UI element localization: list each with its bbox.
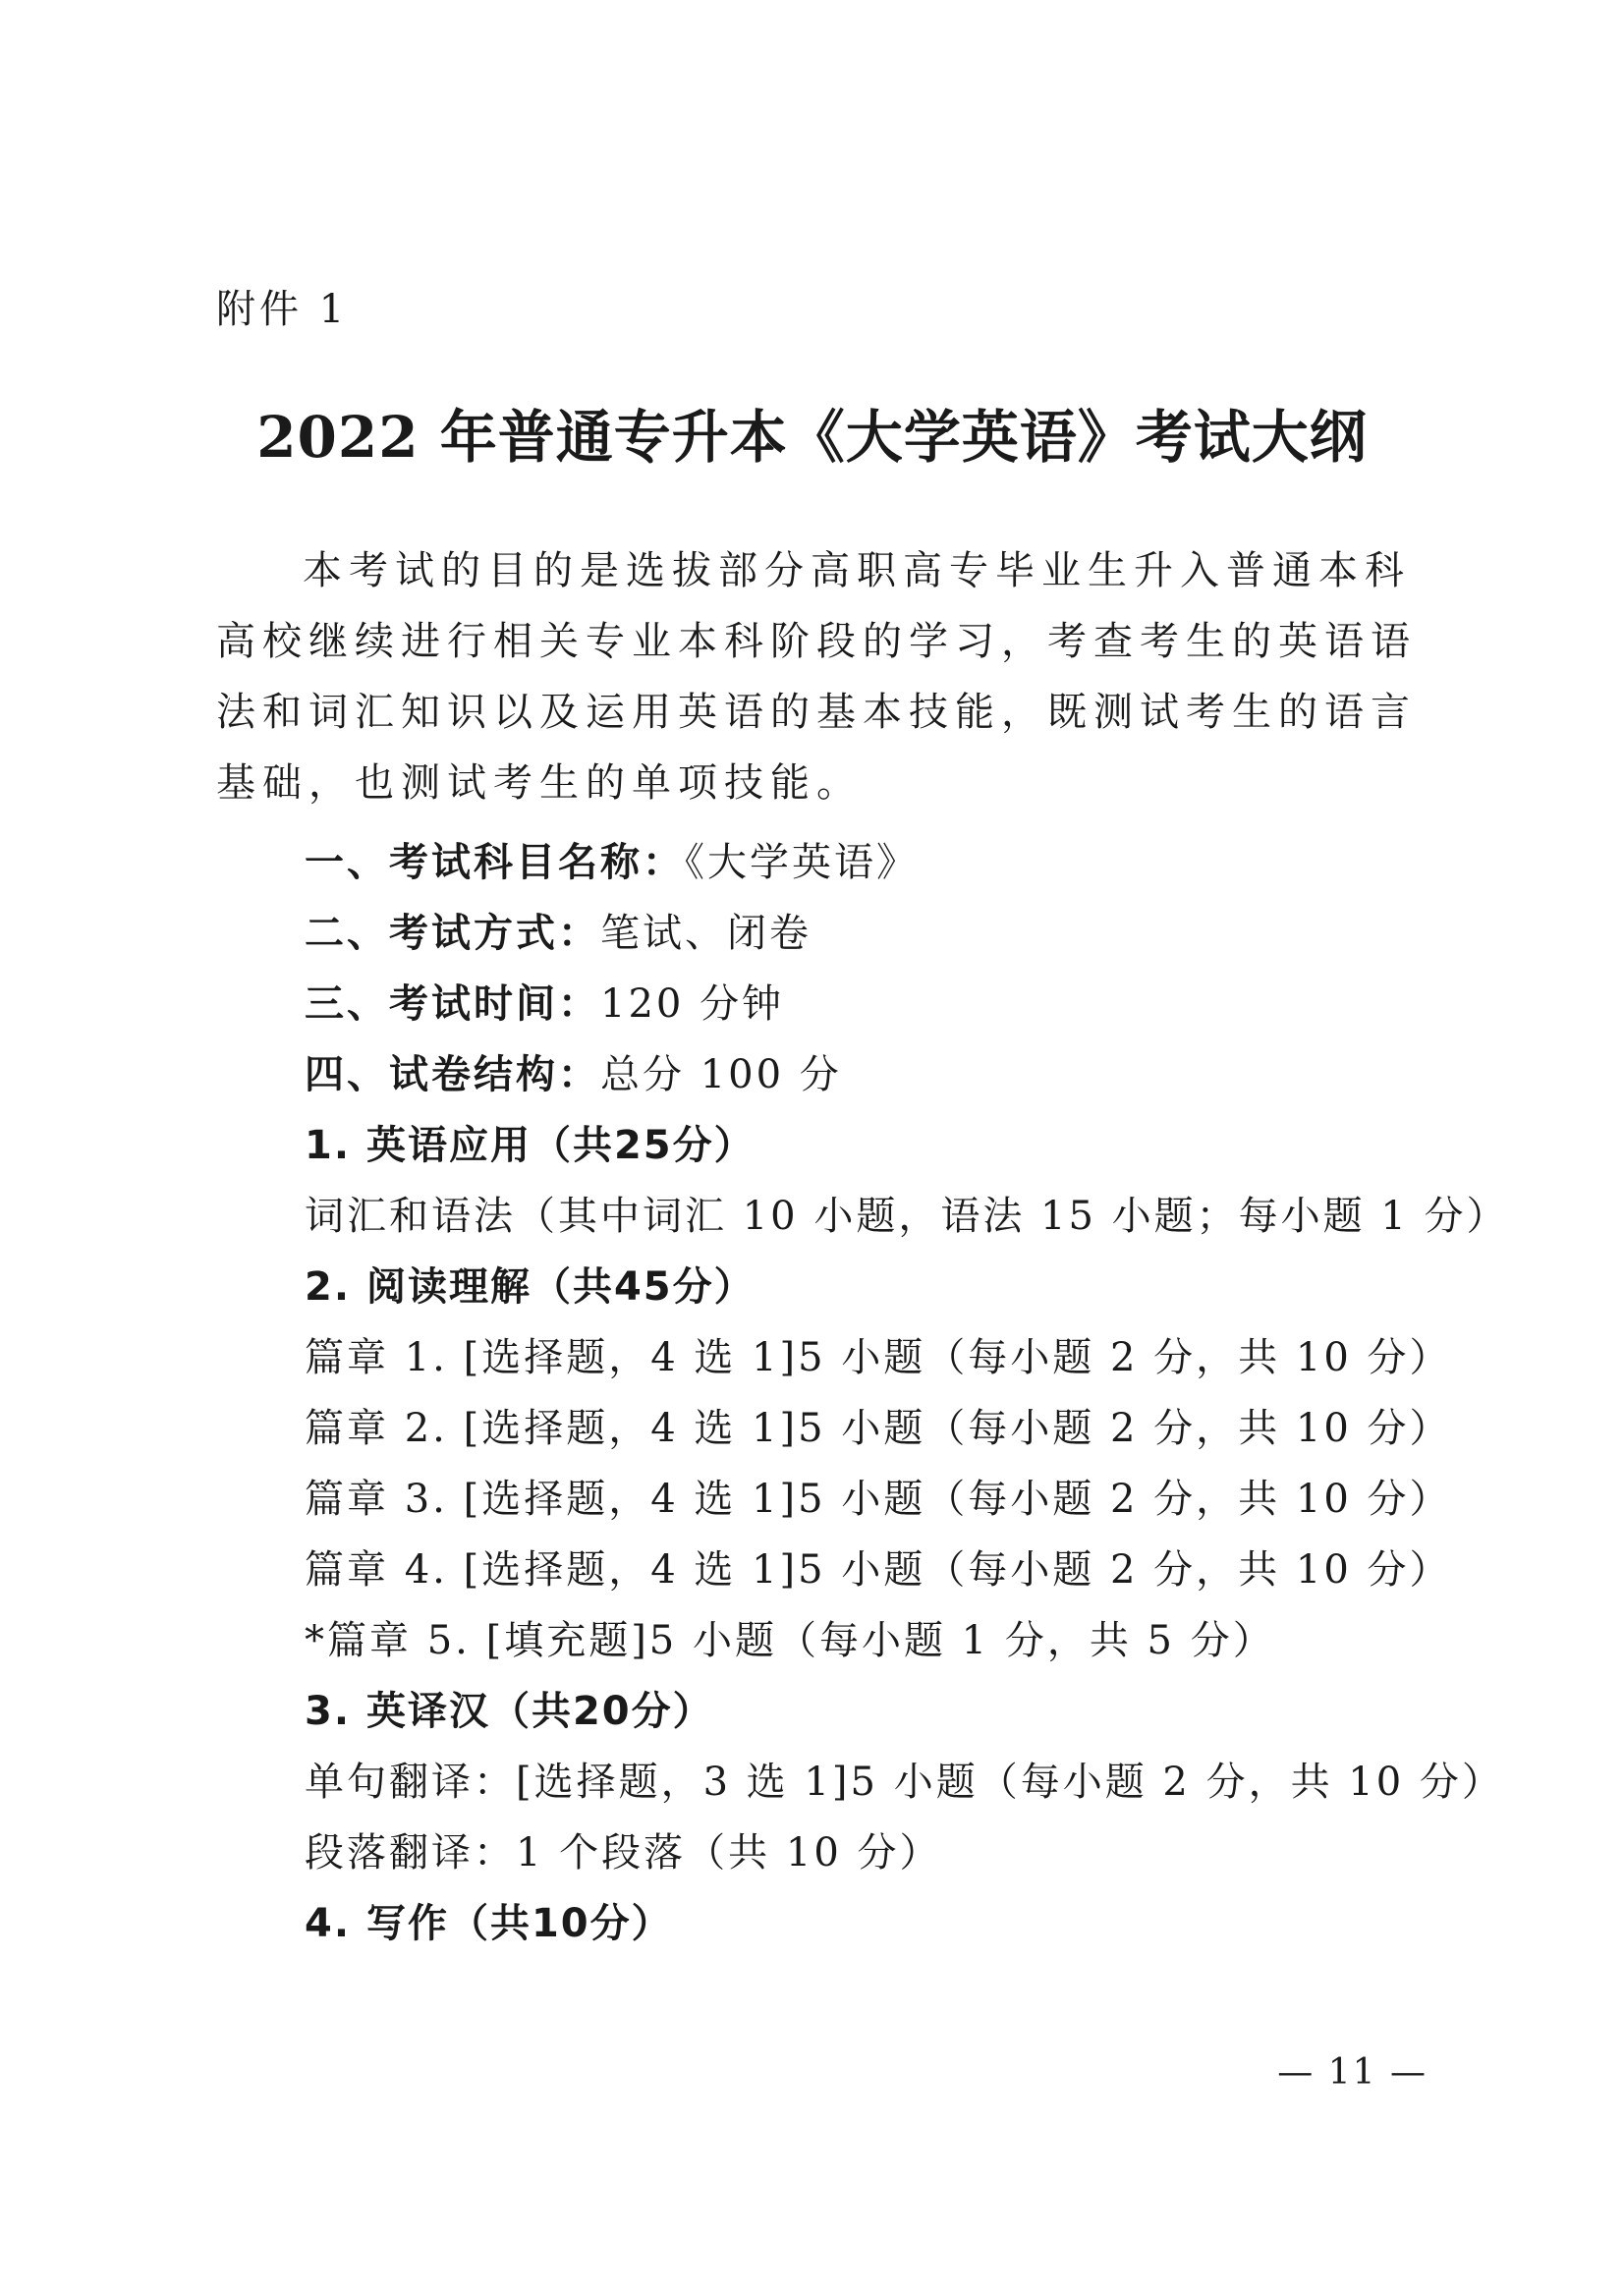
list-item: 篇章 3. [选择题，4 选 1]5 小题（每小题 2 分，共 10 分） xyxy=(305,1477,1452,1522)
list-item: 篇章 1. [选择题，4 选 1]5 小题（每小题 2 分，共 10 分） xyxy=(305,1335,1452,1380)
section-value: 笔试、闭卷 xyxy=(600,911,812,956)
intro-paragraph: 本考试的目的是选拔部分高职高专毕业生升入普通本科高校继续进行相关专业本科阶段的学习，考查考生的英语语法和词汇知识以及运用英语的基本技能，既测试考生的语言基础，也测试考生的单项技能。 xyxy=(216,548,1417,806)
exam-outline xyxy=(305,827,1509,1959)
part-heading-english-usage: 1. 英语应用（共25分） xyxy=(305,1123,756,1168)
list-item: *篇章 5. [填充题]5 小题（每小题 1 分，共 5 分） xyxy=(305,1618,1275,1663)
attachment-label: 附件 1 xyxy=(216,287,349,332)
section-subject xyxy=(305,827,1484,898)
section-value: 120 分钟 xyxy=(600,981,785,1027)
section-value: 总分 100 分 xyxy=(600,1052,842,1097)
section-value: 《大学英语》 xyxy=(685,840,919,885)
list-item: 段落翻译：1 个段落（共 10 分） xyxy=(305,1830,942,1875)
section-label: 二、考试方式： xyxy=(305,911,600,956)
list-item: 词汇和语法（其中词汇 10 小题，语法 15 小题；每小题 1 分） xyxy=(305,1194,1509,1239)
part-heading-writing: 4. 写作（共10分） xyxy=(305,1901,673,1946)
list-item: 篇章 4. [选择题，4 选 1]5 小题（每小题 2 分，共 10 分） xyxy=(305,1547,1452,1593)
section-structure xyxy=(305,1039,1484,1110)
list-item: 篇章 2. [选择题，4 选 1]5 小题（每小题 2 分，共 10 分） xyxy=(305,1406,1452,1451)
section-label: 三、考试时间： xyxy=(305,981,600,1027)
document-title: 2022 年普通专升本《大学英语》考试大纲 xyxy=(256,404,1368,471)
list-item: 单句翻译：[选择题，3 选 1]5 小题（每小题 2 分，共 10 分） xyxy=(305,1760,1504,1805)
part-heading-translation: 3. 英译汉（共20分） xyxy=(305,1689,714,1734)
section-time xyxy=(305,969,1484,1039)
section-method xyxy=(305,898,1484,969)
page-number: — 11 — xyxy=(1277,2052,1428,2093)
section-label: 四、试卷结构： xyxy=(305,1052,600,1097)
section-label: 一、考试科目名称： xyxy=(305,840,685,885)
part-heading-reading: 2. 阅读理解（共45分） xyxy=(305,1264,756,1310)
